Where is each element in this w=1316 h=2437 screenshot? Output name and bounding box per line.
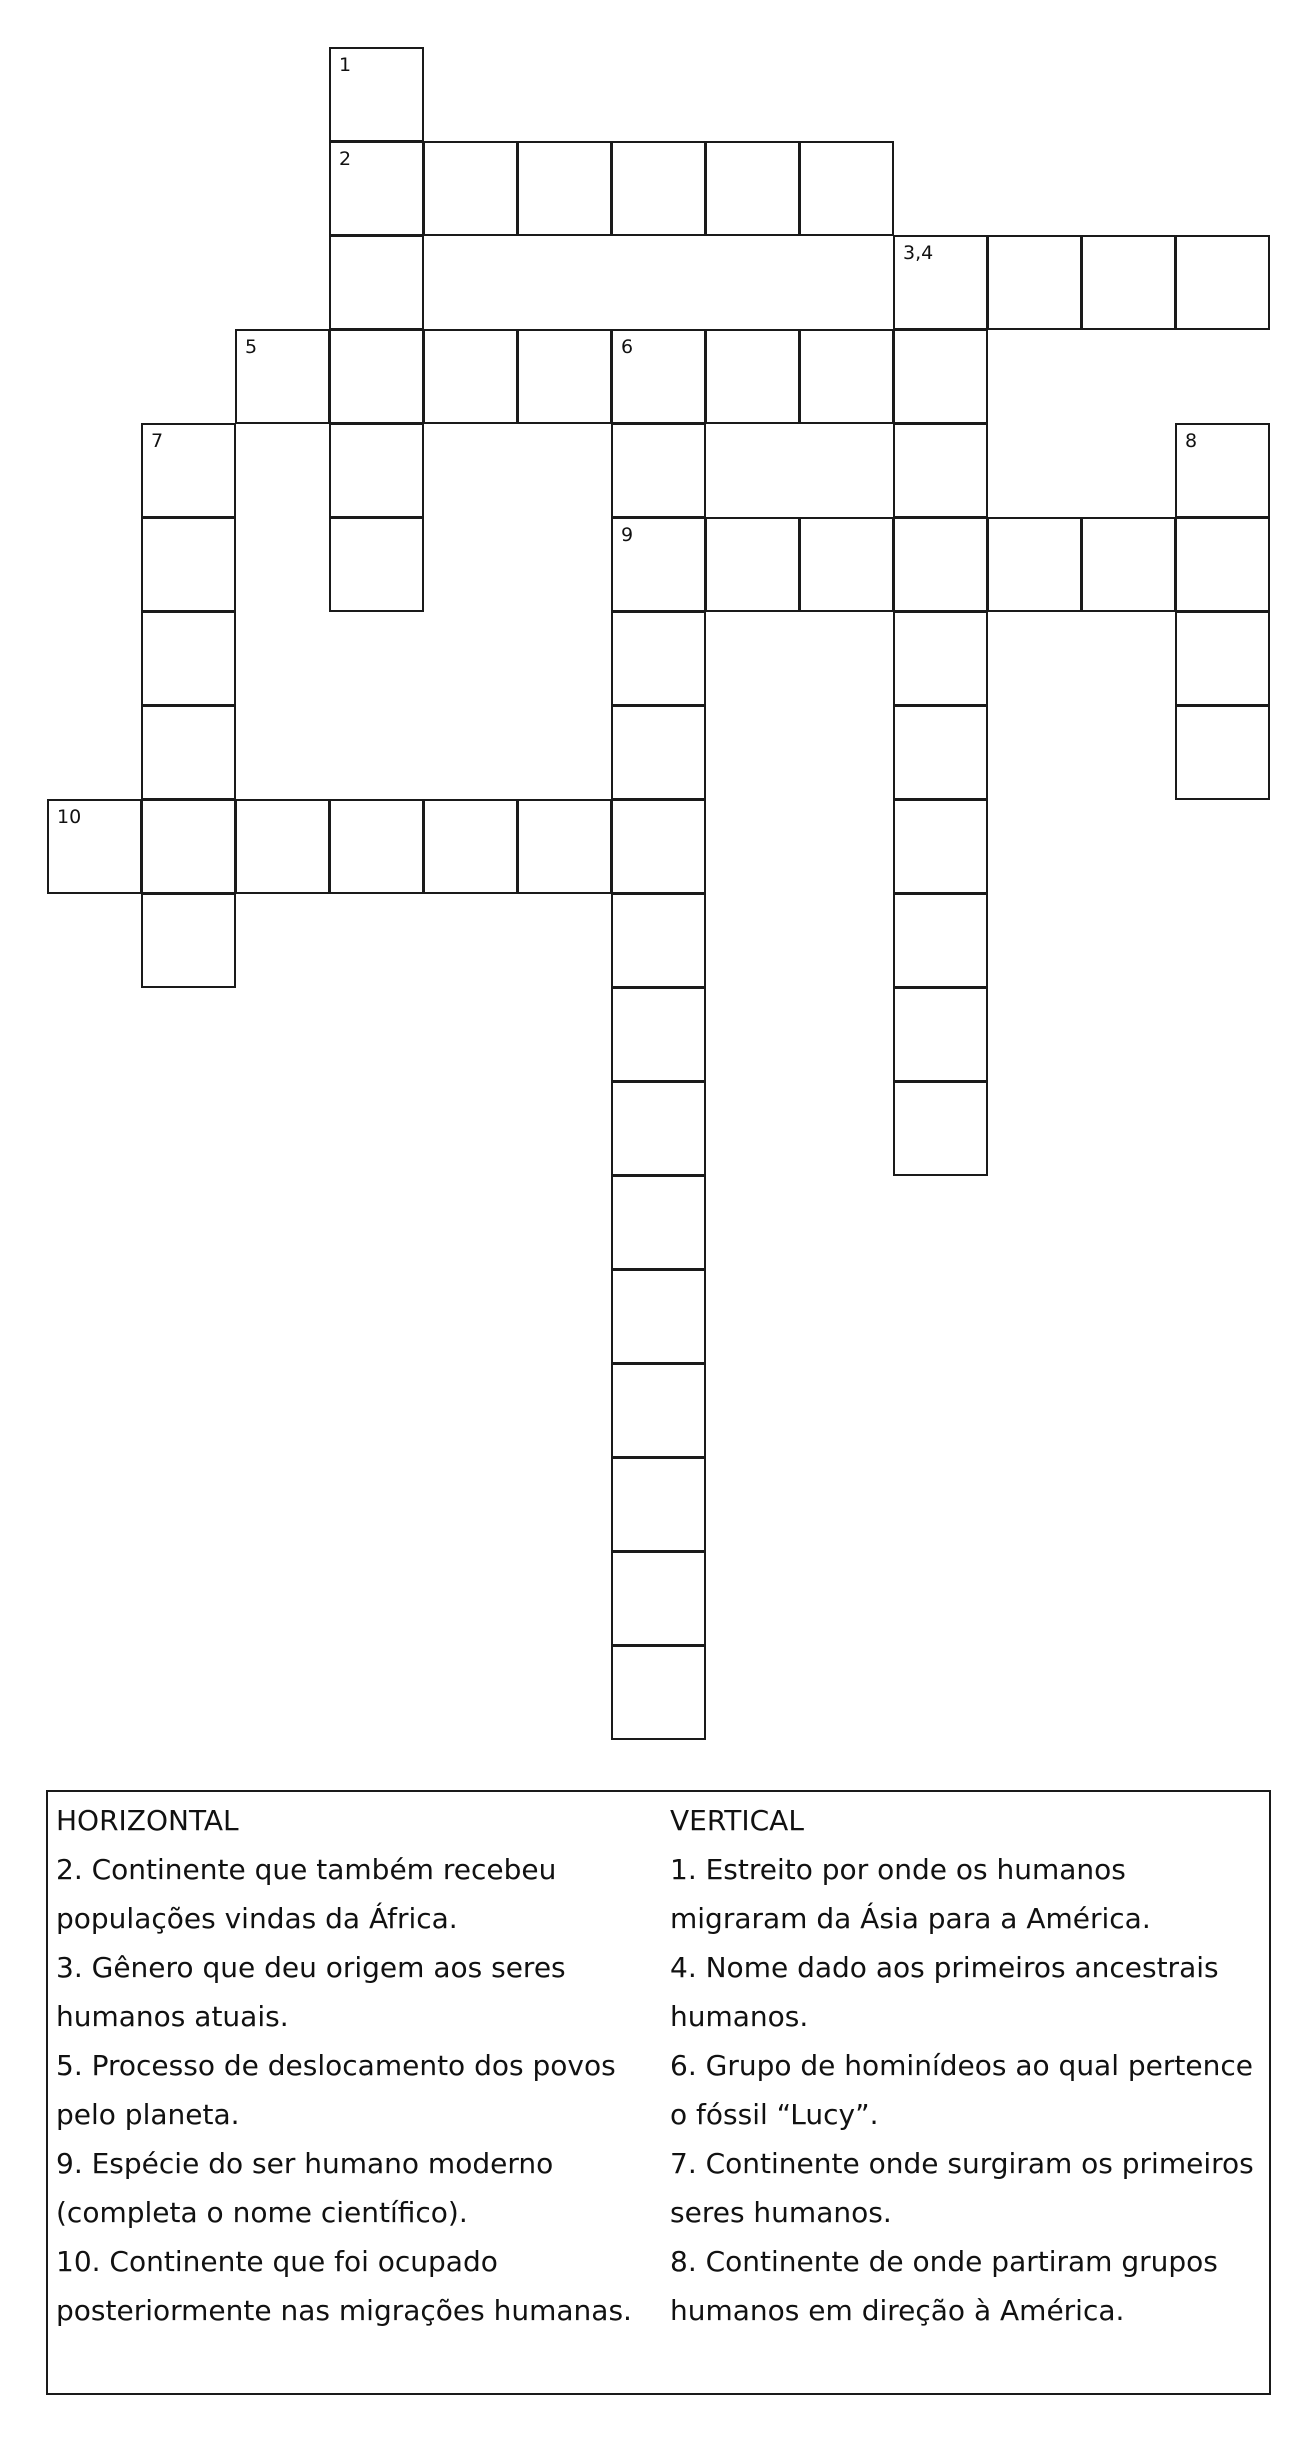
grid-cell[interactable] <box>329 423 424 518</box>
grid-cell[interactable] <box>611 1081 706 1176</box>
grid-cell[interactable] <box>517 141 612 236</box>
grid-cell[interactable] <box>517 799 612 894</box>
grid-cell[interactable] <box>329 517 424 612</box>
grid-cell[interactable] <box>141 611 236 706</box>
grid-cell[interactable] <box>1081 517 1176 612</box>
grid-cell-numbered[interactable] <box>141 423 236 518</box>
vertical-heading: VERTICAL <box>670 1804 804 1837</box>
grid-cell[interactable] <box>611 141 706 236</box>
grid-cell[interactable] <box>423 799 518 894</box>
grid-cell[interactable] <box>893 329 988 424</box>
grid-cell[interactable] <box>611 611 706 706</box>
grid-cell-numbered[interactable] <box>47 799 142 894</box>
grid-cell[interactable] <box>141 705 236 800</box>
grid-cell[interactable] <box>1175 611 1270 706</box>
grid-cell[interactable] <box>611 705 706 800</box>
grid-cell[interactable] <box>235 799 330 894</box>
grid-cell[interactable] <box>893 893 988 988</box>
grid-cell[interactable] <box>1081 235 1176 330</box>
grid-cell[interactable] <box>1175 517 1270 612</box>
grid-cell[interactable] <box>141 893 236 988</box>
grid-cell[interactable] <box>893 611 988 706</box>
grid-cell[interactable] <box>705 517 800 612</box>
clue-horizontal-3: 3. Gênero que deu origem aos seres humanos atuais. <box>56 1951 566 2033</box>
cell-number: 10 <box>57 806 82 828</box>
cell-number: 2 <box>339 148 352 170</box>
grid-cell[interactable] <box>611 1269 706 1364</box>
grid-cell[interactable] <box>611 1363 706 1458</box>
grid-cell-numbered[interactable] <box>329 47 424 142</box>
clue-horizontal-10: 10. Continente que foi ocupado posteriormente nas migrações humanas. <box>56 2245 632 2327</box>
grid-cell[interactable] <box>141 799 236 894</box>
grid-cell[interactable] <box>893 799 988 894</box>
vertical-clues <box>670 1796 1260 2335</box>
cell-number: 6 <box>621 336 634 358</box>
grid-cell[interactable] <box>611 423 706 518</box>
grid-cell[interactable] <box>893 1081 988 1176</box>
grid-cell[interactable] <box>987 235 1082 330</box>
grid-cell[interactable] <box>611 799 706 894</box>
grid-cell[interactable] <box>893 423 988 518</box>
horizontal-clues <box>56 1796 656 2335</box>
grid-cell[interactable] <box>611 987 706 1082</box>
grid-cell[interactable] <box>423 141 518 236</box>
grid-cell[interactable] <box>141 517 236 612</box>
grid-cell-numbered[interactable] <box>611 517 706 612</box>
horizontal-heading: HORIZONTAL <box>56 1804 239 1837</box>
grid-cell[interactable] <box>329 235 424 330</box>
grid-cell-numbered[interactable] <box>235 329 330 424</box>
grid-cell[interactable] <box>799 517 894 612</box>
grid-cell[interactable] <box>799 141 894 236</box>
cell-number: 7 <box>151 430 164 452</box>
clue-vertical-6: 6. Grupo de hominídeos ao qual pertence o fóssil “Lucy”. <box>670 2049 1253 2131</box>
clue-horizontal-2: 2. Continente que também recebeu populações vindas da África. <box>56 1853 557 1935</box>
clue-vertical-8: 8. Continente de onde partiram grupos humanos em direção à América. <box>670 2245 1218 2327</box>
cell-number: 9 <box>621 524 634 546</box>
cell-number: 3,4 <box>903 242 934 264</box>
grid-cell-numbered[interactable] <box>1175 423 1270 518</box>
grid-cell-numbered[interactable] <box>611 329 706 424</box>
grid-cell[interactable] <box>423 329 518 424</box>
clue-horizontal-5: 5. Processo de deslocamento dos povos pelo planeta. <box>56 2049 616 2131</box>
clues-box <box>46 1790 1271 2395</box>
grid-cell[interactable] <box>799 329 894 424</box>
grid-cell[interactable] <box>893 705 988 800</box>
clue-horizontal-9: 9. Espécie do ser humano moderno (completa o nome científico). <box>56 2147 554 2229</box>
grid-cell[interactable] <box>611 893 706 988</box>
grid-cell-numbered[interactable] <box>329 141 424 236</box>
grid-cell[interactable] <box>893 987 988 1082</box>
grid-cell[interactable] <box>1175 705 1270 800</box>
grid-cell[interactable] <box>329 799 424 894</box>
grid-cell[interactable] <box>611 1457 706 1552</box>
grid-cell[interactable] <box>611 1645 706 1740</box>
grid-cell-numbered[interactable] <box>893 235 988 330</box>
grid-cell[interactable] <box>611 1175 706 1270</box>
grid-cell[interactable] <box>893 517 988 612</box>
grid-cell[interactable] <box>517 329 612 424</box>
clue-vertical-1: 1. Estreito por onde os humanos migraram da Ásia para a América. <box>670 1853 1151 1935</box>
cell-number: 1 <box>339 54 352 76</box>
grid-cell[interactable] <box>705 329 800 424</box>
cell-number: 8 <box>1185 430 1198 452</box>
clue-vertical-4: 4. Nome dado aos primeiros ancestrais humanos. <box>670 1951 1219 2033</box>
grid-cell[interactable] <box>705 141 800 236</box>
grid-cell[interactable] <box>1175 235 1270 330</box>
cell-number: 5 <box>245 336 258 358</box>
grid-cell[interactable] <box>611 1551 706 1646</box>
grid-cell[interactable] <box>987 517 1082 612</box>
clue-vertical-7: 7. Continente onde surgiram os primeiros seres humanos. <box>670 2147 1254 2229</box>
grid-cell[interactable] <box>329 329 424 424</box>
